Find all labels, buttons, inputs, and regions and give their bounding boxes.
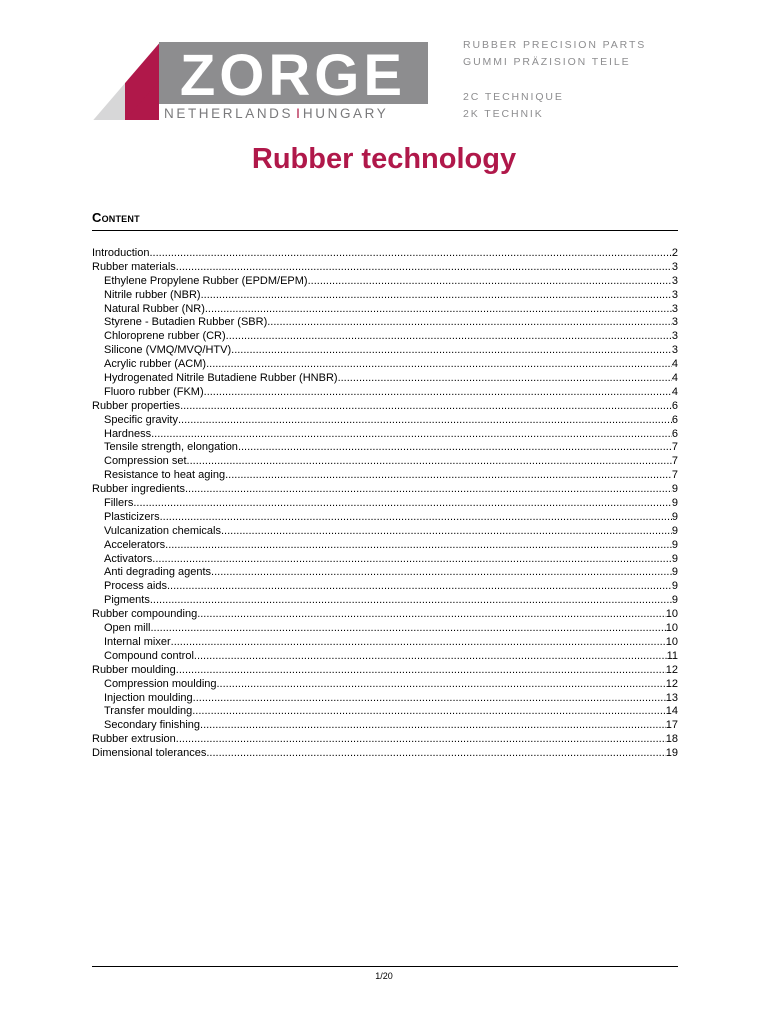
toc-entry-title: Chloroprene rubber (CR): [104, 330, 226, 343]
toc-leader-dots: [151, 428, 672, 442]
toc-entry[interactable]: [92, 247, 678, 261]
toc-entry-title: Transfer moulding: [104, 705, 193, 718]
toc-entry-title: Silicone (VMQ/MVQ/HTV): [104, 344, 232, 357]
toc-entry[interactable]: [92, 594, 678, 608]
toc-entry-page: 9: [671, 483, 678, 496]
toc-entry-page: 3: [671, 274, 678, 287]
toc-entry[interactable]: [92, 733, 678, 747]
toc-leader-dots: [150, 622, 665, 636]
toc-entry[interactable]: [92, 692, 678, 706]
toc-entry[interactable]: [92, 608, 678, 622]
tagline-rubber-precision: RUBBER PRECISION PARTS: [463, 39, 647, 51]
toc-entry[interactable]: [92, 261, 678, 275]
toc-entry-page: 9: [671, 538, 678, 551]
toc-leader-dots: [205, 303, 672, 317]
toc-entry[interactable]: [92, 539, 678, 553]
toc-leader-dots: [176, 261, 672, 275]
toc-leader-dots: [225, 469, 672, 483]
toc-entry-page: 9: [671, 497, 678, 510]
toc-entry-page: 12: [665, 677, 678, 690]
toc-entry-page: 7: [671, 469, 678, 482]
toc-entry[interactable]: [92, 747, 678, 761]
toc-entry-title: Dimensional tolerances: [92, 747, 207, 760]
toc-entry[interactable]: [92, 289, 678, 303]
toc-entry-page: 4: [671, 385, 678, 398]
toc-entry-page: 12: [665, 663, 678, 676]
tagline-2k-technik: 2K TECHNIK: [463, 108, 544, 120]
toc-entry-title: Plasticizers: [104, 510, 160, 523]
toc-entry-title: Rubber properties: [92, 399, 181, 412]
toc-entry[interactable]: [92, 275, 678, 289]
toc-entry-page: 9: [671, 580, 678, 593]
toc-entry-title: Accelerators: [104, 538, 166, 551]
toc-entry-page: 4: [671, 372, 678, 385]
toc-entry-page: 9: [671, 594, 678, 607]
toc-entry-page: 6: [671, 413, 678, 426]
toc-leader-dots: [167, 580, 672, 594]
toc-entry[interactable]: [92, 525, 678, 539]
toc-entry[interactable]: [92, 664, 678, 678]
toc-entry[interactable]: [92, 455, 678, 469]
toc-entry[interactable]: [92, 622, 678, 636]
document-title: Rubber technology: [251, 143, 517, 175]
toc-entry-page: 19: [665, 747, 678, 760]
toc-leader-dots: [149, 247, 671, 261]
toc-entry-page: 6: [671, 399, 678, 412]
toc-entry-page: 9: [671, 566, 678, 579]
toc-leader-dots: [160, 511, 672, 525]
toc-entry[interactable]: [92, 386, 678, 400]
toc-entry-title: Rubber ingredients: [92, 483, 185, 496]
toc-entry-page: 18: [665, 733, 678, 746]
toc-leader-dots: [165, 539, 672, 553]
toc-entry-title: Anti degrading agents: [104, 566, 212, 579]
toc-entry-page: 11: [666, 649, 678, 662]
toc-entry-title: Compression moulding: [104, 677, 217, 690]
toc-leader-dots: [193, 692, 666, 706]
toc-leader-dots: [231, 344, 672, 358]
toc-leader-dots: [226, 330, 672, 344]
toc-leader-dots: [201, 289, 672, 303]
toc-entry[interactable]: [92, 469, 678, 483]
toc-entry[interactable]: [92, 483, 678, 497]
toc-entry-title: Rubber extrusion: [92, 733, 176, 746]
toc-entry-page: 9: [671, 552, 678, 565]
toc-entry-page: 6: [671, 427, 678, 440]
toc-entry[interactable]: [92, 441, 678, 455]
toc-entry[interactable]: [92, 358, 678, 372]
toc-entry[interactable]: [92, 316, 678, 330]
logo-subtitle-separator: I: [296, 106, 300, 121]
toc-entry-page: 3: [671, 260, 678, 273]
toc-entry-page: 3: [671, 344, 678, 357]
logo-subtitle-left: NETHERLANDS: [164, 106, 294, 121]
toc-entry[interactable]: [92, 344, 678, 358]
toc-entry-page: 14: [665, 705, 678, 718]
toc-leader-dots: [211, 566, 672, 580]
logo-wordmark: [159, 42, 428, 104]
toc-entry-title: Ethylene Propylene Rubber (EPDM/EPM): [104, 274, 308, 287]
toc-entry-title: Rubber materials: [92, 260, 176, 273]
toc-entry[interactable]: [92, 650, 678, 664]
toc-entry-title: Vulcanization chemicals: [104, 524, 221, 537]
toc-leader-dots: [308, 275, 672, 289]
toc-leader-dots: [206, 747, 665, 761]
page-number: 1/20: [375, 971, 393, 981]
toc-leader-dots: [178, 414, 672, 428]
toc-entry[interactable]: [92, 719, 678, 733]
toc-leader-dots: [180, 400, 672, 414]
toc-entry-title: Natural Rubber (NR): [104, 302, 205, 315]
toc-entry[interactable]: [92, 497, 678, 511]
toc-entry-page: 4: [671, 358, 678, 371]
toc-leader-dots: [192, 705, 666, 719]
toc-leader-dots: [238, 441, 672, 455]
toc-entry-title: Tensile strength, elongation: [104, 441, 238, 454]
toc-entry-title: Compound control: [104, 649, 194, 662]
toc-entry-title: Compression set: [104, 455, 187, 468]
toc-entry[interactable]: [92, 372, 678, 386]
toc-entry-title: Hydrogenated Nitrile Butadiene Rubber (HNBR): [104, 372, 338, 385]
toc-entry[interactable]: [92, 414, 678, 428]
toc-leader-dots: [176, 733, 666, 747]
toc-leader-dots: [217, 678, 666, 692]
heading-rule: [92, 230, 678, 231]
toc-entry-title: Resistance to heat aging: [104, 469, 226, 482]
toc-entry-page: 3: [671, 288, 678, 301]
toc-entry[interactable]: [92, 330, 678, 344]
toc-entry-page: 7: [671, 455, 678, 468]
company-logo: [92, 42, 428, 120]
toc-leader-dots: [206, 358, 672, 372]
toc-entry[interactable]: [92, 511, 678, 525]
toc-entry-page: 3: [671, 302, 678, 315]
toc-entry[interactable]: [92, 678, 678, 692]
logo-mark-icon: [92, 42, 159, 120]
logo-subtitle: [164, 106, 428, 121]
toc-entry-page: 10: [665, 622, 678, 635]
toc-entry-page: 2: [671, 247, 678, 259]
toc-leader-dots: [150, 594, 672, 608]
toc-leader-dots: [200, 719, 666, 733]
toc-entry-title: Activators: [104, 552, 153, 565]
toc-entry[interactable]: [92, 580, 678, 594]
table-of-contents: [92, 247, 678, 761]
toc-entry[interactable]: [92, 400, 678, 414]
toc-entry[interactable]: [92, 636, 678, 650]
toc-leader-dots: [338, 372, 672, 386]
toc-entry-title: Secondary finishing: [104, 719, 201, 732]
toc-leader-dots: [194, 650, 667, 664]
toc-entry-page: 17: [665, 719, 678, 732]
toc-leader-dots: [197, 608, 666, 622]
toc-entry-title: Injection moulding: [104, 691, 193, 704]
toc-leader-dots: [152, 553, 672, 567]
toc-entry[interactable]: [92, 566, 678, 580]
toc-leader-dots: [267, 316, 672, 330]
toc-entry[interactable]: [92, 705, 678, 719]
toc-leader-dots: [221, 525, 672, 539]
toc-entry-page: 3: [671, 330, 678, 343]
toc-entry-title: Pigments: [104, 594, 150, 607]
toc-leader-dots: [133, 497, 672, 511]
toc-leader-dots: [185, 483, 672, 497]
content-heading: Content: [92, 210, 140, 225]
toc-entry-page: 10: [665, 635, 678, 648]
toc-entry-page: 9: [671, 510, 678, 523]
logo-subtitle-right: HUNGARY: [302, 106, 389, 121]
toc-entry-title: Rubber compounding: [92, 608, 198, 621]
tagline-2c-technique: 2C TECHNIQUE: [463, 91, 564, 103]
footer-rule: [92, 966, 678, 967]
logo-text: ZORGE: [179, 43, 407, 104]
toc-entry-title: Introduction: [92, 247, 150, 259]
toc-entry-page: 10: [665, 608, 678, 621]
toc-leader-dots: [187, 455, 672, 469]
toc-leader-dots: [204, 386, 672, 400]
toc-entry-title: Fillers: [104, 497, 134, 510]
toc-leader-dots: [176, 664, 666, 678]
toc-entry[interactable]: [92, 553, 678, 567]
toc-entry-title: Styrene - Butadien Rubber (SBR): [104, 316, 268, 329]
toc-entry[interactable]: [92, 428, 678, 442]
toc-entry-title: Process aids: [104, 580, 167, 593]
toc-entry-title: Hardness: [104, 427, 152, 440]
toc-entry-title: Nitrile rubber (NBR): [104, 288, 201, 301]
toc-entry-title: Fluoro rubber (FKM): [104, 385, 204, 398]
toc-leader-dots: [171, 636, 666, 650]
toc-entry-page: 3: [671, 316, 678, 329]
toc-entry-title: Specific gravity: [104, 413, 178, 426]
toc-entry-title: Open mill: [104, 622, 151, 635]
toc-entry-page: 13: [665, 691, 678, 704]
toc-entry[interactable]: [92, 303, 678, 317]
toc-entry-title: Acrylic rubber (ACM): [104, 358, 207, 371]
toc-entry-title: Rubber moulding: [92, 663, 176, 676]
toc-entry-page: 7: [671, 441, 678, 454]
tagline-gummi-prazision: GUMMI PRÄZISION TEILE: [463, 56, 631, 68]
toc-entry-page: 9: [671, 524, 678, 537]
toc-entry-title: Internal mixer: [104, 635, 171, 648]
